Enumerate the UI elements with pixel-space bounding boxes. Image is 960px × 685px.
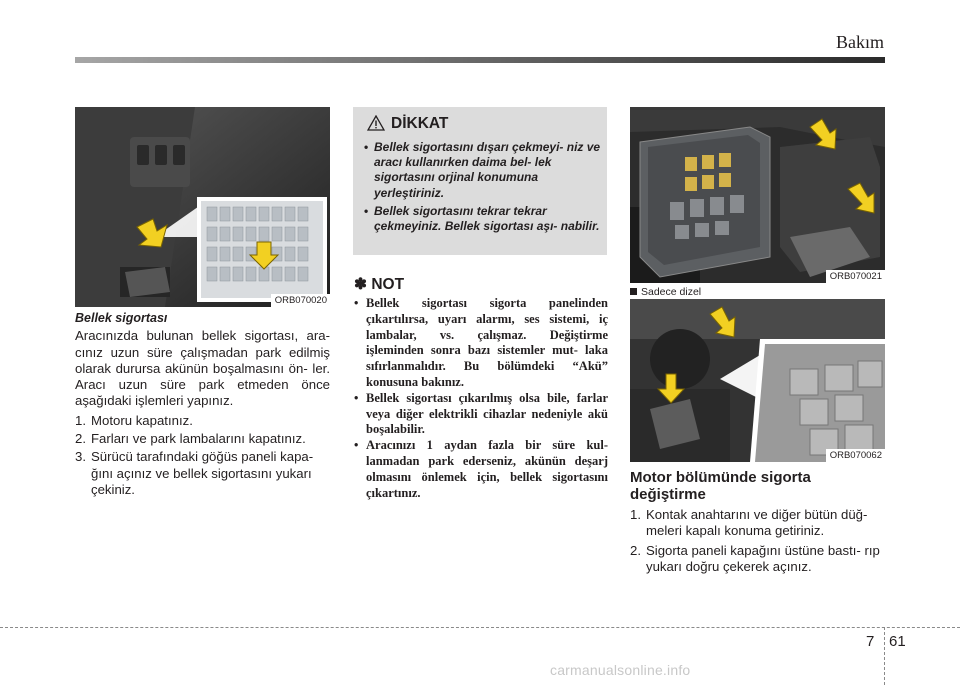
warning-triangle-icon [367, 115, 385, 131]
caution-title: DİKKAT [367, 115, 448, 133]
square-bullet-icon [630, 288, 637, 295]
page-number: 61 [889, 633, 906, 650]
header-rule [75, 57, 885, 63]
image-code: ORB070020 [271, 294, 330, 307]
diesel-only-label: Sadece dizel [630, 286, 701, 298]
watermark: carmanualsonline.info [550, 662, 691, 678]
footer-divider [884, 627, 885, 685]
asterisk-icon: ✽ [354, 276, 367, 293]
caution-box [353, 107, 607, 255]
page-header-title: Bakım [836, 32, 884, 52]
image-code: ORB070021 [826, 270, 885, 283]
list-item: • Aracınızı 1 aydan fazla bir süre kul- lanmadan park ederseniz, akünün deşarj olmasını önlemek için, bellek sigortasını çıkartınız. [354, 438, 608, 500]
list-item: • Bellek sigortası sigorta panelinden çıkartılırsa, uyarı alarmı, ses sistemi, iç lambalar, vs. çalışmaz. Değiştirme işleminden sonra bazı sistemler mut- laka sıfırlanmalıdır. Bu bölümdeki “Akü” konusuna bakınız. [354, 296, 608, 389]
note-list [353, 296, 608, 501]
intro-paragraph: Aracınızda bulunan bellek sigortası, ara- cınız uzun süre çalışmadan park edilmiş olarak durursa akünün boşalmasını ön- ler. Aracı uzun süre park etmeden önce aşağıdaki işlemleri yapınız. [75, 328, 330, 409]
chapter-number: 7 [866, 633, 875, 650]
note-title: ✽ NOT [354, 276, 405, 293]
right-column [630, 507, 885, 578]
list-item: 2. Farları ve park lambalarını kapatınız. [75, 431, 306, 447]
list-item: • Bellek sigortasını dışarı çekmeyi- niz ve aracı kullanırken daima bel- lek sigortasını orjinal konumuna yerleştiriniz. [364, 140, 601, 200]
list-item: 3. Sürücü tarafındaki göğüs paneli kapa- ğını açınız ve bellek sigortasını yukarı çekiniz. [75, 449, 314, 497]
left-column [75, 310, 330, 498]
caution-list [361, 140, 601, 237]
list-item: • Bellek sigortasını tekrar tekrar çekmeyiniz. Bellek sigortası aşı- nabilir. [364, 203, 600, 234]
image-code: ORB070062 [826, 449, 885, 462]
list-item: • Bellek sigortası çıkarılmış olsa bile, farlar veya diğer elektrikli cihazlar nedeniyle akü boşalabilir. [354, 390, 608, 437]
photo-diesel-fuse [630, 299, 885, 462]
list-item: 2. Sigorta paneli kapağını üstüne bastı- rıp yukarı doğru çekerek açınız. [630, 542, 880, 574]
caption-memory-fuse: Bellek sigortası [75, 311, 168, 325]
list-item: 1. Kontak anahtarını ve diğer bütün düğ- meleri kapalı konuma getiriniz. [630, 507, 868, 539]
footer-rule [0, 627, 960, 628]
list-item: 1. Motoru kapatınız. [75, 412, 193, 428]
photo-memory-fuse [75, 107, 330, 307]
photo-engine-fuse-box [630, 107, 885, 283]
section-title: Motor bölümünde sigorta değiştirme [630, 469, 811, 503]
